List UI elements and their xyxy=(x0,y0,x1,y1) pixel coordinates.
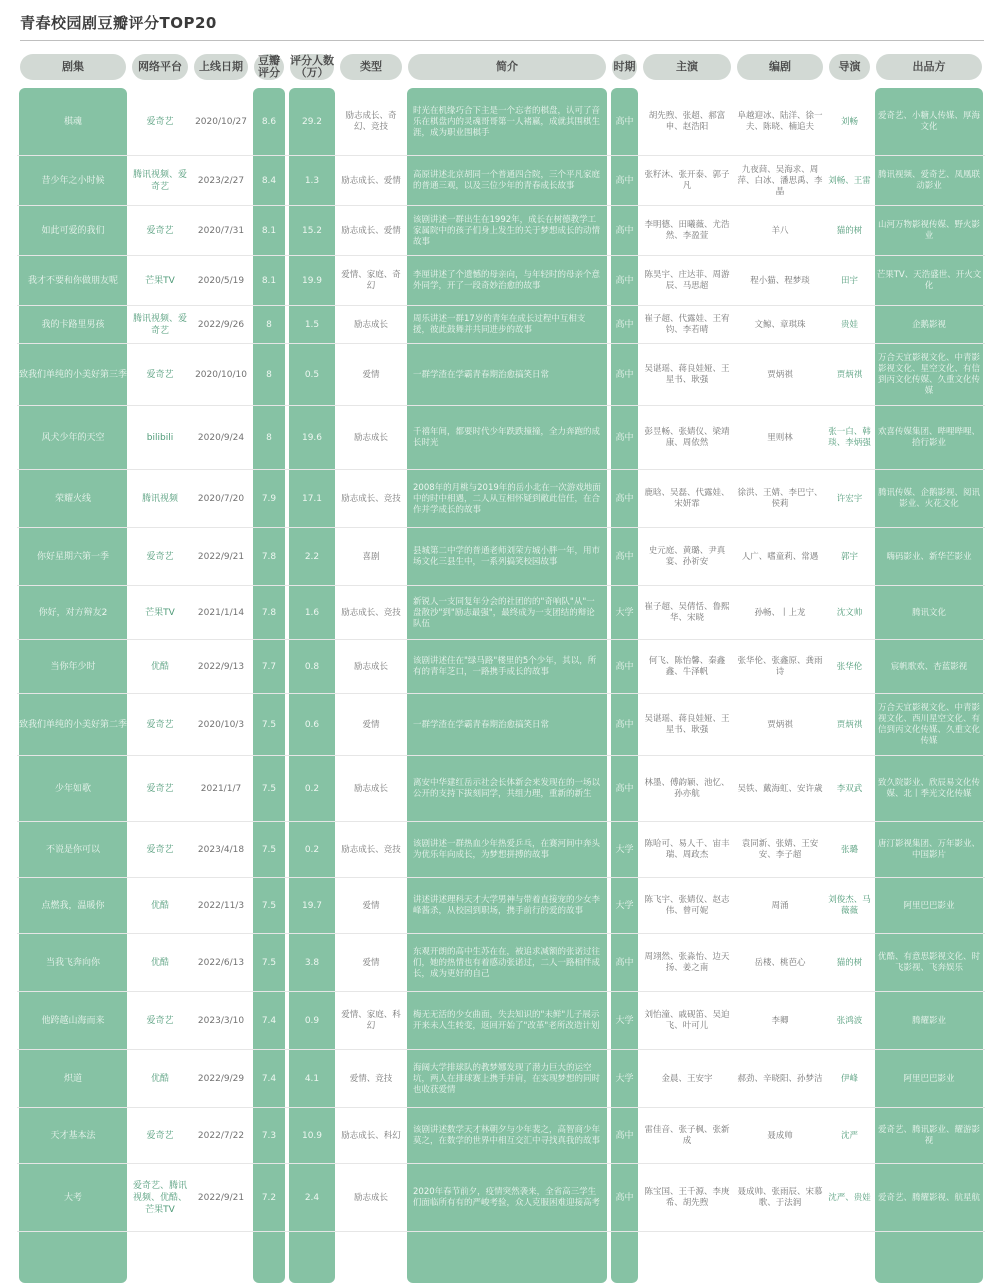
cell-period: 高中 xyxy=(615,494,634,504)
cell-score: 7.4 xyxy=(261,1074,277,1084)
table-row xyxy=(17,992,985,1050)
cell-period: 高中 xyxy=(615,1193,634,1203)
cell-date: 2020/7/31 xyxy=(197,226,245,236)
cell-score: 7.5 xyxy=(261,901,277,911)
cell-writer: 聂成帅、张雨辰、宋慕歌、于法润 xyxy=(737,1187,823,1208)
cell-period: 高中 xyxy=(615,720,634,730)
table-row xyxy=(17,586,985,640)
cell-votes: 1.3 xyxy=(304,176,320,186)
cell-score: 8.4 xyxy=(261,176,277,186)
cell-votes: 29.2 xyxy=(301,117,323,127)
cell-writer: 岳楼、桃芭心 xyxy=(754,957,806,968)
cell-score: 7.5 xyxy=(261,958,277,968)
cell-director: 贵娃 xyxy=(840,319,858,330)
table-row xyxy=(17,694,985,756)
cell-genre: 爱情、家庭、奇幻 xyxy=(341,270,401,291)
header-director: 导演 xyxy=(838,60,861,73)
cell-votes: 0.2 xyxy=(304,845,320,855)
cell-cast: 胡先煦、张超、郝富申、赵浩阳 xyxy=(648,111,726,132)
cell-votes: 10.9 xyxy=(301,1131,323,1141)
cell-genre: 爱情、竞技 xyxy=(349,1073,393,1084)
cell-intro: 该剧讲述住在"绿马路"楼里的5个少年，其以，所有的青年芝口，一路携手成长的故事 xyxy=(413,656,597,677)
cell-name: 致我们单纯的小美好第三季 xyxy=(19,370,128,380)
cell-platform: 爱奇艺 xyxy=(146,226,174,236)
cell-name: 棋魂 xyxy=(63,117,82,127)
cell-score: 8.1 xyxy=(261,276,277,286)
cell-cast: 崔子超、代露娃、王宥钧、李若晴 xyxy=(644,314,730,335)
cell-cast: 吴谌瑶、蒋良娃娅、王星书、耿强 xyxy=(644,714,730,735)
cell-writer: 徐洪、王婧、李巴宁、侯莉 xyxy=(737,488,823,509)
cell-cast: 吴谌瑶、蒋良娃娅、王星书、耿强 xyxy=(644,364,730,385)
cell-date: 2020/10/10 xyxy=(195,370,247,380)
cell-date: 2022/9/13 xyxy=(197,662,245,672)
cell-name: 如此可爱的我们 xyxy=(41,226,105,236)
cell-producer: 欢喜传媒集团、哔哩哔哩、拾行影业 xyxy=(877,427,980,448)
cell-writer: 九夜茴、吴海求、周萍、白冰、潘思禹、李晶 xyxy=(737,164,823,197)
cell-writer: 程小猫、程梦琰 xyxy=(750,275,810,286)
header-name: 剧集 xyxy=(62,60,84,73)
cell-producer: 腾讯视频、爱奇艺、凤凰联动影业 xyxy=(877,170,980,191)
cell-director: 贾炳祺 xyxy=(836,369,863,380)
header-platform: 网络平台 xyxy=(138,60,182,73)
cell-genre: 励志成长、爱情 xyxy=(341,175,401,186)
cell-date: 2022/9/21 xyxy=(197,1193,245,1203)
cell-votes: 0.6 xyxy=(304,720,320,730)
cell-writer: 人广、嗜童莉、常遇 xyxy=(741,551,819,562)
cell-platform: 芒果TV xyxy=(145,276,175,286)
cell-director: 猫的树 xyxy=(836,957,863,968)
cell-cast: 张籽沐、张开泰、郭子凡 xyxy=(644,170,730,191)
cell-votes: 0.8 xyxy=(304,662,320,672)
cell-genre: 喜剧 xyxy=(362,551,380,562)
cell-votes: 2.4 xyxy=(304,1193,320,1203)
cell-votes: 19.7 xyxy=(301,901,323,911)
table-row xyxy=(17,206,985,256)
table-header xyxy=(17,48,985,88)
header-writer: 编剧 xyxy=(769,60,791,73)
cell-name: 大考 xyxy=(63,1193,82,1203)
cell-date: 2023/4/18 xyxy=(197,845,245,855)
cell-director: 刘俊杰、马薇薇 xyxy=(828,895,871,916)
cell-cast: 崔子超、吴倩恬、鲁熙华、宋晓 xyxy=(644,602,730,623)
cell-genre: 爱情 xyxy=(362,900,380,911)
cell-date: 2020/5/19 xyxy=(197,276,245,286)
cell-writer: 文鲸、章琪珠 xyxy=(754,319,806,330)
cell-period: 高中 xyxy=(615,320,634,330)
cell-intro: 离安中华建红岳示社会长体新会来发现在的一场以公开的支持下拔刻同学，共组力理，重新的新生 xyxy=(413,778,601,799)
cell-genre: 爱情 xyxy=(362,957,380,968)
header-intro: 简介 xyxy=(496,60,518,73)
row-divider xyxy=(17,1231,985,1232)
cell-period: 高中 xyxy=(615,276,634,286)
table-row xyxy=(17,640,985,694)
cell-votes: 17.1 xyxy=(301,494,323,504)
cell-date: 2023/2/27 xyxy=(197,176,245,186)
cell-intro: 海阔大学排球队的教梦娜发现了潜力巨大的运空坑，两人在排球赛上携手并肩，在实现梦想的同时也收获爱情 xyxy=(413,1062,601,1095)
cell-score: 7.8 xyxy=(261,552,277,562)
table-row xyxy=(17,344,985,406)
cell-date: 2022/7/22 xyxy=(197,1131,245,1141)
cell-date: 2022/9/26 xyxy=(197,320,245,330)
cell-platform: 腾讯视频、爱奇艺 xyxy=(132,314,187,336)
cell-period: 高中 xyxy=(615,958,634,968)
cell-cast: 何飞、陈怡馨、秦鑫鑫、牛泽帆 xyxy=(648,656,726,677)
cell-intro: 一群学渣在学霸青春期治愈搞笑日常 xyxy=(413,719,550,730)
cell-writer: 羊八 xyxy=(771,225,789,236)
header-votes: 评分人数 （万） xyxy=(290,54,334,79)
cell-platform: 优酷 xyxy=(150,958,169,968)
cell-writer: 李卿 xyxy=(771,1015,789,1026)
cell-votes: 15.2 xyxy=(301,226,323,236)
cell-name: 你好星期六第一季 xyxy=(36,552,109,562)
cell-name: 致我们单纯的小美好第二季 xyxy=(19,720,128,730)
cell-name: 他跨越山海而来 xyxy=(41,1016,105,1026)
cell-intro: 东观开朗的高中生苏在在，被追求减额的张诺过往们，她的热情也有着感动张诺过，二人一路相伴成长，成为更好的自己 xyxy=(413,946,601,979)
cell-period: 大学 xyxy=(615,845,634,855)
cell-cast: 刘怡潼、戚砚笛、吴迫飞、叶可儿 xyxy=(644,1010,730,1031)
cell-intro: 梅无无活的少女曲面，失去知识的"未鲜"儿子展示开来未人生转变，返回开始了"改革"老所改造计划 xyxy=(413,1010,600,1031)
cell-producer: 爱奇艺、小糖人传媒、厚海文化 xyxy=(877,111,980,132)
cell-producer: 唐汀影视集团、万年影业、中国影片 xyxy=(877,839,980,860)
cell-producer: 阿里巴巴影业 xyxy=(903,900,955,911)
cell-name: 荣耀火线 xyxy=(54,494,91,504)
cell-score: 8 xyxy=(266,320,272,330)
cell-period: 大学 xyxy=(615,1074,634,1084)
cell-cast: 金晨、王安宇 xyxy=(661,1073,713,1084)
cell-producer: 山河万物影视传媒、野火影业 xyxy=(877,220,980,241)
cell-intro: 周乐讲述一群17岁的青年在成长过程中互相支援，彼此鼓舞并共同进步的故事 xyxy=(413,314,586,335)
cell-date: 2020/10/3 xyxy=(197,720,245,730)
header-cast: 主演 xyxy=(676,60,698,73)
cell-platform: 爱奇艺 xyxy=(146,845,174,855)
cell-votes: 1.5 xyxy=(304,320,320,330)
table-row xyxy=(17,306,985,344)
cell-votes: 3.8 xyxy=(304,958,320,968)
cell-cast: 李明德、田曦薇、尤浩然、李盈萱 xyxy=(644,220,730,241)
cell-score: 7.5 xyxy=(261,784,277,794)
table-row xyxy=(17,1164,985,1232)
cell-director: 张璐 xyxy=(840,844,858,855)
cell-producer: 万合天宜影视文化、中青影视文化、西川星空文化、有信到丙文化传媒、久重文化传媒 xyxy=(877,703,980,746)
cell-name: 当我飞奔向你 xyxy=(45,958,100,968)
cell-producer: 腾讯文化 xyxy=(911,607,946,618)
cell-votes: 1.6 xyxy=(304,608,320,618)
table-row xyxy=(17,1050,985,1108)
cell-name: 天才基本法 xyxy=(50,1131,96,1141)
cell-cast: 史元庭、黄璐、尹真宴、孙祈安 xyxy=(648,546,726,567)
cell-period: 高中 xyxy=(615,1131,634,1141)
cell-intro: 该剧讲述一群热血少年热爱乒乓，在赛河间中奔头为优乐年向成长，为梦想拼搏的故事 xyxy=(413,839,601,860)
cell-period: 高中 xyxy=(615,370,634,380)
cell-date: 2022/9/29 xyxy=(197,1074,245,1084)
cell-producer: 爱奇艺、腾耀影视、航星航 xyxy=(877,1192,980,1203)
cell-cast: 陈飞宇、张婧仪、赵志伟、曾可妮 xyxy=(644,895,730,916)
cell-platform: 爱奇艺、腾讯视频、优酷、芒果TV xyxy=(132,1181,187,1215)
cell-intro: 该剧讲述数学天才林朝夕与少年裴之，高智商少年莫之，在数学的世界中相互交汇中寻找真我的故事 xyxy=(413,1125,601,1146)
cell-date: 2022/6/13 xyxy=(197,958,245,968)
cell-name: 点燃我，温暖你 xyxy=(41,901,105,911)
cell-date: 2021/1/14 xyxy=(197,608,245,618)
table-row xyxy=(17,822,985,878)
cell-platform: 优酷 xyxy=(150,1074,169,1084)
cell-producer: 万合天宜影视文化、中青影影视文化、星空文化、有信到丙文化传媒、久重文化传媒 xyxy=(877,353,980,396)
cell-name: 风犬少年的天空 xyxy=(41,433,105,443)
cell-votes: 2.2 xyxy=(304,552,320,562)
table-row xyxy=(17,470,985,528)
cell-genre: 励志成长、竞技 xyxy=(341,493,401,504)
cell-genre: 励志成长 xyxy=(353,432,388,443)
cell-platform: 爱奇艺 xyxy=(146,117,174,127)
cell-director: 张一白、韩琰、李炳强 xyxy=(828,427,871,448)
cell-cast: 周翊然、张淼怡、边天扬、姜之南 xyxy=(644,952,730,973)
cell-cast: 陈昊宇、庄达菲、周游辰、马思超 xyxy=(644,270,730,291)
cell-writer: 聂成帅 xyxy=(767,1130,793,1141)
cell-platform: 爱奇艺 xyxy=(146,1016,174,1026)
table-row xyxy=(17,156,985,206)
cell-platform: 爱奇艺 xyxy=(146,1131,174,1141)
cell-writer: 贾炳祺 xyxy=(767,719,793,730)
cell-producer: 芒果TV、天浩盛世、开火文化 xyxy=(876,270,982,291)
cell-intro: 高原讲述北京胡同一个普通四合院，三个平凡家庭的普通三观，以及三位少年的青春成长故事 xyxy=(413,170,601,191)
cell-producer: 腾讯传媒、企鹅影视、阅讯影业、火花文化 xyxy=(877,488,980,509)
table-row xyxy=(17,756,985,822)
cell-platform: bilibili xyxy=(146,433,174,443)
cell-date: 2022/11/3 xyxy=(197,901,245,911)
cell-director: 沈严、贵娃 xyxy=(828,1192,871,1203)
cell-period: 高中 xyxy=(615,784,634,794)
cell-intro: 时光在机缘巧合下主是一个忘者的棋盘，认可了音乐在棋盘内的灵魂哥哥第一人褚嬴，成就其围棋生涯，成为职业围棋手 xyxy=(413,105,601,138)
cell-cast: 雷佳音、张子枫、张新成 xyxy=(644,1125,730,1146)
cell-genre: 励志成长 xyxy=(353,783,388,794)
cell-director: 郭宇 xyxy=(840,551,858,562)
cell-period: 大学 xyxy=(615,901,634,911)
table-row xyxy=(17,878,985,934)
table-body xyxy=(17,88,985,1283)
cell-date: 2020/9/24 xyxy=(197,433,245,443)
cell-platform: 爱奇艺 xyxy=(146,720,174,730)
cell-votes: 4.1 xyxy=(304,1074,320,1084)
cell-director: 李双武 xyxy=(836,783,863,794)
cell-score: 8.6 xyxy=(261,117,277,127)
cell-period: 高中 xyxy=(615,433,634,443)
header-producer: 出品方 xyxy=(912,60,946,73)
cell-votes: 19.9 xyxy=(301,276,323,286)
cell-intro: 2008年的月桃与2019年的岳小北在一次游戏地面中的时中相遇，二人从互相怀疑到敞此信任，在合作并学成长的故事 xyxy=(413,482,601,515)
cell-votes: 0.9 xyxy=(304,1016,320,1026)
cell-writer: 孙畅、丨上龙 xyxy=(754,607,806,618)
cell-score: 8 xyxy=(266,433,272,443)
header-period: 时期 xyxy=(613,60,636,73)
table-row xyxy=(17,256,985,306)
cell-writer: 周涌 xyxy=(771,900,789,911)
cell-name: 当你年少时 xyxy=(50,662,96,672)
cell-name: 你好，对方辩友2 xyxy=(38,608,108,618)
cell-name: 少年如歌 xyxy=(54,784,91,794)
cell-cast: 林墨、傅韵颖、池忆、孙亦航 xyxy=(644,778,730,799)
cell-votes: 19.6 xyxy=(301,433,323,443)
cell-genre: 励志成长、科幻 xyxy=(341,1130,401,1141)
cell-score: 8.1 xyxy=(261,226,277,236)
cell-cast: 彭昱畅、张婧仪、梁靖康、周依然 xyxy=(644,427,730,448)
page-title: 青春校园剧豆瓣评分TOP20 xyxy=(20,14,217,32)
cell-writer: 张华伦、张鑫原、龚雨诗 xyxy=(737,656,823,677)
cell-period: 高中 xyxy=(615,176,634,186)
cell-period: 高中 xyxy=(615,117,634,127)
cell-intro: 该剧讲述一群出生在1992年，成长在树德教学工家属院中的孩子们身上发生的关于梦想成长的动情故事 xyxy=(413,214,601,247)
cell-producer: 企鹅影视 xyxy=(911,319,946,330)
header-douban: 豆瓣 评分 xyxy=(258,54,280,79)
cell-intro: 新锐人一支同复年分会的社团的的"奇响队"从"一盘散沙"到"励志最强"，最终成为一支团结的辩论队伍 xyxy=(413,596,595,629)
cell-period: 高中 xyxy=(615,552,634,562)
cell-director: 沈文帅 xyxy=(836,607,863,618)
cell-writer: 阜越迎冰、陆洋、徐一夫、陈晓、楠追夫 xyxy=(737,111,823,132)
cell-genre: 爱情 xyxy=(362,719,380,730)
cell-producer: 宸帆歌欢、杏蓝影视 xyxy=(890,661,968,672)
cell-writer: 里则林 xyxy=(767,432,793,443)
table-row xyxy=(17,934,985,992)
header-date: 上线日期 xyxy=(199,60,243,73)
cell-platform: 优酷 xyxy=(150,901,169,911)
cell-platform: 爱奇艺 xyxy=(146,552,174,562)
title-divider xyxy=(20,40,984,41)
cell-genre: 励志成长、爱情 xyxy=(341,225,401,236)
cell-score: 7.5 xyxy=(261,720,277,730)
cell-genre: 爱情 xyxy=(362,369,380,380)
table-row xyxy=(17,406,985,470)
cell-period: 大学 xyxy=(615,608,634,618)
cell-producer: 致久院影业、欣辰易文化传媒、北丨季光文化传媒 xyxy=(877,778,980,799)
cell-date: 2021/1/7 xyxy=(200,784,242,794)
cell-cast: 鹿晗、吴磊、代露娃、宋妍霏 xyxy=(644,488,730,509)
cell-director: 猫的树 xyxy=(836,225,863,236)
cell-period: 高中 xyxy=(615,662,634,672)
cell-period: 高中 xyxy=(615,226,634,236)
cell-director: 许宏宇 xyxy=(836,493,863,504)
cell-producer: 阿里巴巴影业 xyxy=(903,1073,955,1084)
cell-producer: 嗨码影业、新华芒影业 xyxy=(886,551,972,562)
cell-director: 刘畅、王雷 xyxy=(828,175,871,186)
cell-votes: 0.5 xyxy=(304,370,320,380)
cell-score: 7.2 xyxy=(261,1193,277,1203)
cell-date: 2022/9/21 xyxy=(197,552,245,562)
cell-intro: 县城第二中学的普通老师刘荣方城小胖一年，用市场文化三县生中，一系列搞笑校园故事 xyxy=(413,546,601,567)
cell-platform: 优酷 xyxy=(150,662,169,672)
cell-genre: 励志成长 xyxy=(353,319,388,330)
cell-director: 张华伦 xyxy=(836,661,863,672)
cell-platform: 爱奇艺 xyxy=(146,370,174,380)
cell-name: 我的卡路里男孩 xyxy=(41,320,105,330)
header-genre: 类型 xyxy=(360,60,382,73)
table-row xyxy=(17,88,985,156)
cell-score: 7.5 xyxy=(261,845,277,855)
cell-intro: 2020年春节前夕，疫情突然袭来，全省高三学生们面临所有有的严峻考验，众人克服困难迎接高考 xyxy=(413,1187,601,1208)
cell-intro: 李厘讲述了个遗憾的母亲向，与年轻时的母亲个意外同学，开了一段奇妙治愈的故事 xyxy=(413,270,601,291)
table-row xyxy=(17,528,985,586)
cell-period: 大学 xyxy=(615,1016,634,1026)
cell-genre: 励志成长、竞技 xyxy=(341,607,401,618)
cell-writer: 袁同新、张婧、王安安、李子超 xyxy=(741,839,819,860)
cell-score: 7.9 xyxy=(261,494,277,504)
cell-genre: 励志成长 xyxy=(353,661,388,672)
cell-writer: 郝劲、辛晓阳、孙梦洁 xyxy=(737,1073,823,1084)
cell-score: 8 xyxy=(266,370,272,380)
cell-genre: 爱情、家庭、科幻 xyxy=(341,1010,401,1031)
cell-genre: 励志成长、竞技 xyxy=(341,844,401,855)
cell-genre: 励志成长 xyxy=(353,1192,388,1203)
cell-director: 伊峰 xyxy=(840,1073,858,1084)
cell-date: 2020/10/27 xyxy=(195,117,247,127)
cell-genre: 励志成长、奇幻、竞技 xyxy=(345,111,397,132)
cell-votes: 0.2 xyxy=(304,784,320,794)
cell-name: 不说是你可以 xyxy=(45,845,100,855)
cell-name: 炽道 xyxy=(63,1074,82,1084)
ranking-table xyxy=(17,48,985,1215)
cell-intro: 千禧年间，都要时代少年跌跌撞撞，全力奔跑的成长时光 xyxy=(413,427,601,448)
cell-platform: 腾讯视频、爱奇艺 xyxy=(132,170,187,192)
cell-producer: 爱奇艺、腾讯影业、耀游影视 xyxy=(877,1125,980,1146)
cell-score: 7.3 xyxy=(261,1131,277,1141)
cell-platform: 芒果TV xyxy=(145,608,175,618)
cell-director: 田宇 xyxy=(840,275,858,286)
cell-platform: 腾讯视频 xyxy=(141,494,178,504)
cell-writer: 吴铁、戴海虹、安许歳 xyxy=(737,783,823,794)
cell-name: 我才不要和你做朋友呢 xyxy=(27,276,118,286)
cell-score: 7.8 xyxy=(261,608,277,618)
cell-name: 昔少年之小时候 xyxy=(41,176,105,186)
cell-producer: 优酷、有意思影视文化、时飞影视、飞奔娱乐 xyxy=(877,952,980,973)
cell-cast: 陈宝国、王千源、李庚希、胡先煦 xyxy=(644,1187,730,1208)
cell-director: 贾炳祺 xyxy=(836,719,863,730)
cell-score: 7.7 xyxy=(261,662,277,672)
cell-director: 张鸿波 xyxy=(836,1015,863,1026)
cell-producer: 腾耀影业 xyxy=(911,1015,946,1026)
cell-intro: 讲述讲述理科天才大学男神与带着直接宠的少女李峰酱杀，从校园到职场，携手前行的爱的故事 xyxy=(413,895,601,916)
cell-date: 2020/7/20 xyxy=(197,494,245,504)
cell-score: 7.4 xyxy=(261,1016,277,1026)
cell-platform: 爱奇艺 xyxy=(146,784,174,794)
cell-date: 2023/3/10 xyxy=(197,1016,245,1026)
cell-director: 沈严 xyxy=(840,1130,858,1141)
table-row xyxy=(17,1108,985,1164)
cell-writer: 贾炳祺 xyxy=(767,369,793,380)
cell-intro: 一群学渣在学霸青春期治愈搞笑日常 xyxy=(413,369,550,380)
cell-director: 刘畅 xyxy=(840,116,858,127)
cell-cast: 陈哈可、易人千、宙丰瑞、周政杰 xyxy=(644,839,730,860)
